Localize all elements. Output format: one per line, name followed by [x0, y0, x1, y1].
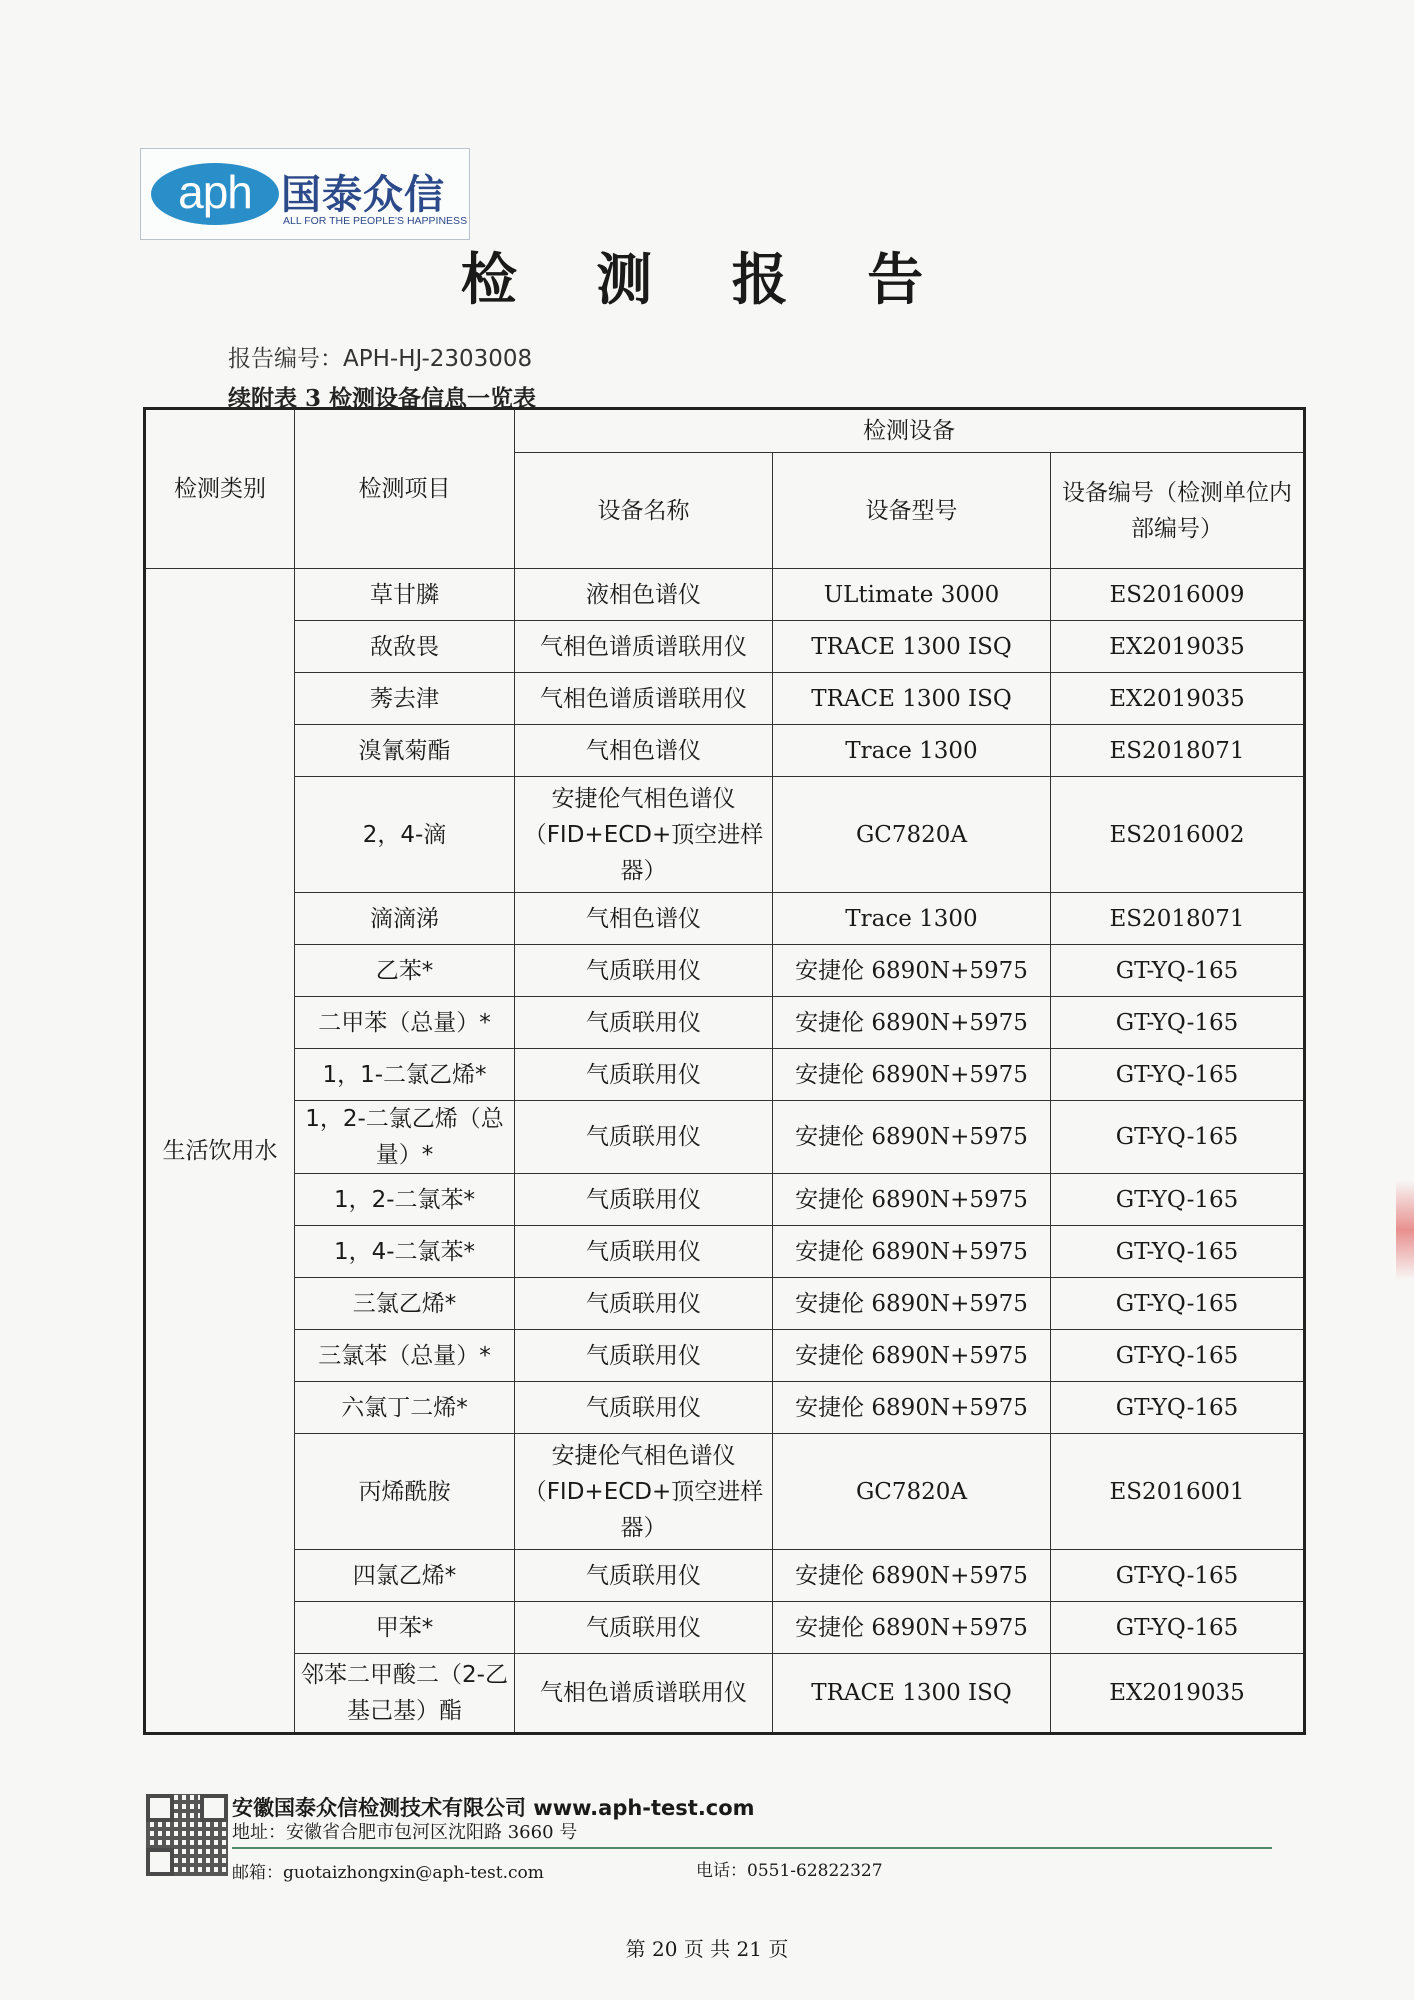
equipment-code-cell: EX2019035 — [1051, 1654, 1305, 1734]
document-title: 检 测 报 告 — [460, 247, 954, 313]
equipment-name-cell: 气相色谱仪 — [515, 893, 773, 945]
report-number: 报告编号：APH-HJ-2303008 — [228, 346, 533, 372]
logo-slogan: ALL FOR THE PEOPLE'S HAPPINESS — [283, 215, 468, 227]
header-equipment-name: 设备名称 — [515, 453, 773, 569]
equipment-name-cell: 气质联用仪 — [515, 1174, 773, 1226]
page-number: 第 20 页 共 21 页 — [625, 1937, 789, 1961]
equipment-code-cell: EX2019035 — [1051, 673, 1305, 725]
table-row — [145, 893, 1305, 945]
table-row — [145, 1382, 1305, 1434]
equipment-code-cell: GT-YQ-165 — [1051, 1278, 1305, 1330]
equipment-code-cell: EX2019035 — [1051, 621, 1305, 673]
equipment-name-cell: 气质联用仪 — [515, 1550, 773, 1602]
table-row — [145, 1101, 1305, 1174]
item-cell: 1，1-二氯乙烯* — [295, 1049, 515, 1101]
equipment-name-cell: 液相色谱仪 — [515, 569, 773, 621]
item-cell: 邻苯二甲酸二（2-乙基己基）酯 — [295, 1654, 515, 1734]
table-row — [145, 777, 1305, 893]
equipment-model-cell: Trace 1300 — [773, 725, 1051, 777]
item-cell: 二甲苯（总量）* — [295, 997, 515, 1049]
equipment-code-cell: ES2016009 — [1051, 569, 1305, 621]
item-cell: 滴滴涕 — [295, 893, 515, 945]
header-equipment-model: 设备型号 — [773, 453, 1051, 569]
header-category: 检测类别 — [145, 409, 295, 569]
header-equipment-group: 检测设备 — [515, 409, 1305, 453]
footer-divider — [232, 1847, 1272, 1849]
equipment-name-cell: 气质联用仪 — [515, 1278, 773, 1330]
equipment-code-cell: GT-YQ-165 — [1051, 1550, 1305, 1602]
table-caption: 续附表 3 检测设备信息一览表 — [228, 385, 537, 412]
equipment-name-cell: 气质联用仪 — [515, 1602, 773, 1654]
footer-email: 邮箱：guotaizhongxin@aph-test.com — [232, 1863, 544, 1883]
table-row — [145, 1550, 1305, 1602]
table-row — [145, 945, 1305, 997]
table-row — [145, 725, 1305, 777]
equipment-name-cell: 气相色谱质谱联用仪 — [515, 673, 773, 725]
equipment-code-cell: GT-YQ-165 — [1051, 1602, 1305, 1654]
header-item: 检测项目 — [295, 409, 515, 569]
table-row — [145, 1654, 1305, 1734]
table-row — [145, 1049, 1305, 1101]
seal-stamp-edge — [1396, 1180, 1414, 1280]
table-row — [145, 1434, 1305, 1550]
table-row — [145, 621, 1305, 673]
table-row — [145, 1174, 1305, 1226]
equipment-code-cell: ES2016001 — [1051, 1434, 1305, 1550]
item-cell: 1，2-二氯乙烯（总量）* — [295, 1101, 515, 1174]
table-row — [145, 1278, 1305, 1330]
table-row — [145, 997, 1305, 1049]
equipment-code-cell: GT-YQ-165 — [1051, 1330, 1305, 1382]
item-cell: 丙烯酰胺 — [295, 1434, 515, 1550]
table-row — [145, 1602, 1305, 1654]
equipment-model-cell: 安捷伦 6890N+5975 — [773, 1278, 1051, 1330]
company-logo — [140, 148, 470, 240]
footer-company: 安徽国泰众信检测技术有限公司 www.aph-test.com — [232, 1796, 755, 1820]
equipment-code-cell: GT-YQ-165 — [1051, 1226, 1305, 1278]
equipment-model-cell: ULtimate 3000 — [773, 569, 1051, 621]
equipment-name-cell: 气相色谱质谱联用仪 — [515, 1654, 773, 1734]
item-cell: 乙苯* — [295, 945, 515, 997]
equipment-code-cell: ES2016002 — [1051, 777, 1305, 893]
item-cell: 六氯丁二烯* — [295, 1382, 515, 1434]
equipment-name-cell: 气质联用仪 — [515, 1382, 773, 1434]
equipment-model-cell: 安捷伦 6890N+5975 — [773, 1330, 1051, 1382]
equipment-table — [143, 407, 1306, 1735]
equipment-model-cell: 安捷伦 6890N+5975 — [773, 1049, 1051, 1101]
footer-address: 地址：安徽省合肥市包河区沈阳路 3660 号 — [232, 1822, 578, 1843]
equipment-name-cell: 气质联用仪 — [515, 1330, 773, 1382]
equipment-model-cell: 安捷伦 6890N+5975 — [773, 1101, 1051, 1174]
equipment-model-cell: 安捷伦 6890N+5975 — [773, 945, 1051, 997]
item-cell: 四氯乙烯* — [295, 1550, 515, 1602]
equipment-name-cell: 安捷伦气相色谱仪（FID+ECD+顶空进样器） — [515, 1434, 773, 1550]
item-cell: 三氯苯（总量）* — [295, 1330, 515, 1382]
equipment-name-cell: 气质联用仪 — [515, 1101, 773, 1174]
footer-phone: 电话：0551-62822327 — [696, 1861, 883, 1881]
qr-code — [146, 1794, 228, 1876]
equipment-code-cell: ES2018071 — [1051, 725, 1305, 777]
logo-name: 国泰众信 — [281, 172, 445, 218]
equipment-name-cell: 气相色谱仪 — [515, 725, 773, 777]
equipment-code-cell: GT-YQ-165 — [1051, 945, 1305, 997]
equipment-model-cell: 安捷伦 6890N+5975 — [773, 1550, 1051, 1602]
equipment-model-cell: TRACE 1300 ISQ — [773, 1654, 1051, 1734]
equipment-model-cell: 安捷伦 6890N+5975 — [773, 1382, 1051, 1434]
table-row — [145, 1226, 1305, 1278]
table-row — [145, 1330, 1305, 1382]
equipment-name-cell: 气质联用仪 — [515, 1226, 773, 1278]
item-cell: 2，4-滴 — [295, 777, 515, 893]
item-cell: 敌敌畏 — [295, 621, 515, 673]
equipment-model-cell: Trace 1300 — [773, 893, 1051, 945]
category-cell: 生活饮用水 — [145, 569, 295, 1734]
equipment-model-cell: 安捷伦 6890N+5975 — [773, 1226, 1051, 1278]
equipment-model-cell: 安捷伦 6890N+5975 — [773, 997, 1051, 1049]
equipment-model-cell: TRACE 1300 ISQ — [773, 621, 1051, 673]
item-cell: 甲苯* — [295, 1602, 515, 1654]
item-cell: 三氯乙烯* — [295, 1278, 515, 1330]
item-cell: 莠去津 — [295, 673, 515, 725]
header-equipment-code: 设备编号（检测单位内部编号） — [1051, 453, 1305, 569]
equipment-name-cell: 气质联用仪 — [515, 1049, 773, 1101]
equipment-name-cell: 气相色谱质谱联用仪 — [515, 621, 773, 673]
equipment-name-cell: 气质联用仪 — [515, 945, 773, 997]
item-cell: 1，2-二氯苯* — [295, 1174, 515, 1226]
equipment-model-cell: GC7820A — [773, 777, 1051, 893]
equipment-code-cell: GT-YQ-165 — [1051, 997, 1305, 1049]
item-cell: 草甘膦 — [295, 569, 515, 621]
item-cell: 溴氰菊酯 — [295, 725, 515, 777]
item-cell: 1，4-二氯苯* — [295, 1226, 515, 1278]
equipment-code-cell: GT-YQ-165 — [1051, 1174, 1305, 1226]
table-row — [145, 569, 1305, 621]
equipment-model-cell: GC7820A — [773, 1434, 1051, 1550]
equipment-name-cell: 气质联用仪 — [515, 997, 773, 1049]
equipment-name-cell: 安捷伦气相色谱仪（FID+ECD+顶空进样器） — [515, 777, 773, 893]
equipment-code-cell: GT-YQ-165 — [1051, 1101, 1305, 1174]
equipment-code-cell: GT-YQ-165 — [1051, 1382, 1305, 1434]
equipment-code-cell: GT-YQ-165 — [1051, 1049, 1305, 1101]
equipment-code-cell: ES2018071 — [1051, 893, 1305, 945]
equipment-model-cell: 安捷伦 6890N+5975 — [773, 1174, 1051, 1226]
table-row — [145, 673, 1305, 725]
equipment-model-cell: 安捷伦 6890N+5975 — [773, 1602, 1051, 1654]
equipment-model-cell: TRACE 1300 ISQ — [773, 673, 1051, 725]
logo-mark: aph — [151, 163, 279, 225]
